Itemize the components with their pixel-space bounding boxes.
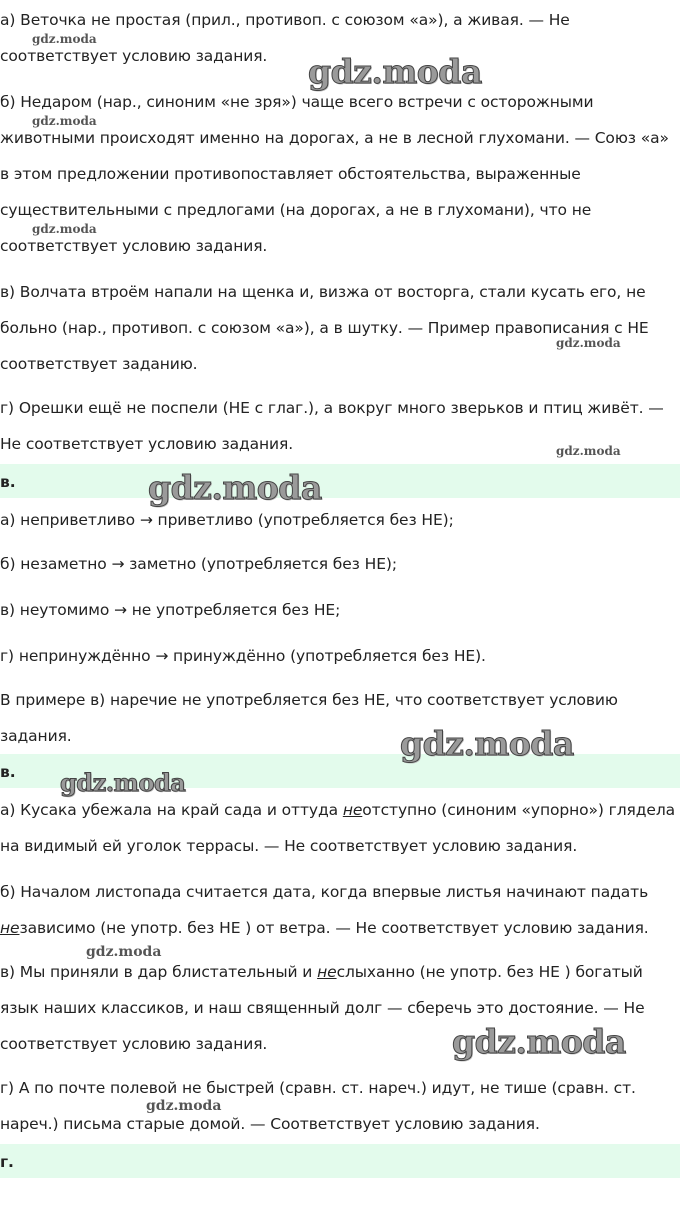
watermark: gdz.moda	[86, 944, 162, 960]
paragraph: б) Недаром (нар., синоним «не зря») чаще всего встречи с осторожными животными происходят именно на дорогах, а не в лесной глухомани. — Союз «а» в этом предложении противопоставляет обстоятельства, выраженные существительными с предлогами (на дорогах, а не в глухомани), что не соответствует условию задания.	[0, 93, 669, 255]
watermark: gdz.moda	[308, 52, 482, 91]
watermark: gdz.moda	[148, 468, 322, 507]
paragraph: а) Веточка не простая (прил., противоп. с союзом «а»), а живая. — Не соответствует условию задания.	[0, 11, 570, 65]
paragraph: а) неприветливо → приветливо (употребляется без НЕ);	[0, 511, 454, 529]
highlight-ne: не	[317, 963, 337, 981]
paragraph: г) непринуждённо → принуждённо (употребляется без НЕ).	[0, 647, 486, 665]
watermark: gdz.moda	[452, 1022, 626, 1061]
watermark: gdz.moda	[32, 114, 97, 128]
watermark: gdz.moda	[400, 724, 574, 763]
watermark: gdz.moda	[32, 222, 97, 236]
answer-row	[0, 1144, 680, 1178]
watermark: gdz.moda	[556, 444, 621, 458]
watermark: gdz.moda	[60, 768, 186, 797]
paragraph: г) А по почте полевой не быстрей (сравн. ст. нареч.) идут, не тише (сравн. ст. нареч.) письма старые домой. — Соответствует условию задания.	[0, 1079, 636, 1133]
paragraph: б) незаметно → заметно (употребляется без НЕ);	[0, 555, 397, 573]
paragraph: в) Волчата втроём напали на щенка и, визжа от восторга, стали кусать его, не больно (нар., противоп. с союзом «а»), а в шутку. — Пример правописания с НЕ соответствует заданию.	[0, 283, 649, 373]
paragraph: б) Началом листопада считается дата, когда впервые листья начинают падать независимо (не употр. без НЕ ) от ветра. — Не соответствует условию задания.	[0, 883, 649, 937]
watermark: gdz.moda	[556, 336, 621, 350]
watermark: gdz.moda	[32, 32, 97, 46]
watermark: gdz.moda	[146, 1098, 222, 1114]
paragraph: а) Кусака убежала на край сада и оттуда неотступно (синоним «упорно») глядела на видимый ей уголок террасы. — Не соответствует условию задания.	[0, 801, 676, 855]
paragraph: г) Орешки ещё не поспели (НЕ с глаг.), а вокруг много зверьков и птиц живёт. — Не соответствует условию задания.	[0, 399, 664, 453]
answer-label: в.	[0, 763, 16, 781]
answer-label: г.	[0, 1153, 14, 1171]
answer-row	[0, 464, 680, 498]
highlight-ne: не	[0, 919, 20, 937]
answer-label: в.	[0, 473, 16, 491]
paragraph: в) Мы приняли в дар блистательный и неслыханно (не употр. без НЕ ) богатый язык наших классиков, и наш священный долг — сберечь это достояние. — Не соответствует условию задания.	[0, 963, 645, 1053]
paragraph: В примере в) наречие не употребляется без НЕ, что соответствует условию задания.	[0, 691, 618, 745]
highlight-ne: не	[342, 801, 363, 819]
paragraph: в) неутомимо → не употребляется без НЕ;	[0, 601, 341, 619]
